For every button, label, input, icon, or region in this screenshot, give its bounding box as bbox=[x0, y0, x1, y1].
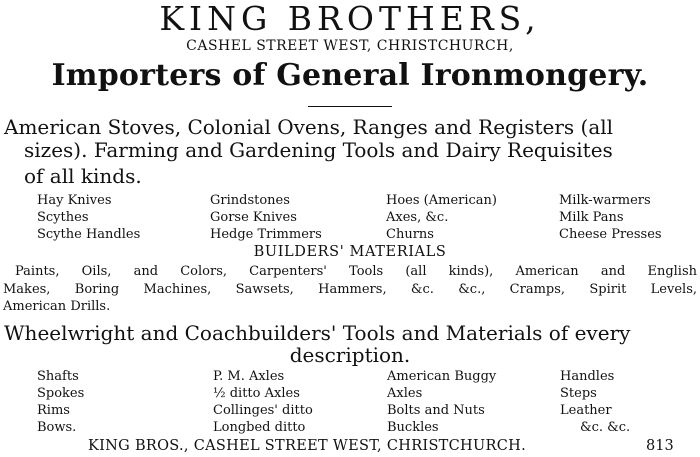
builders-heading: BUILDERS' MATERIALS bbox=[253, 244, 447, 260]
reference-number: 813 bbox=[646, 438, 674, 454]
list-item: Bolts and Nuts bbox=[387, 403, 485, 418]
list-item: Steps bbox=[560, 386, 597, 401]
list-item: Hedge Trimmers bbox=[210, 227, 322, 242]
list-item: Axles bbox=[387, 386, 423, 401]
builders-line-3: American Drills. bbox=[3, 299, 111, 314]
section1-line-1: American Stoves, Colonial Ovens, Ranges and Registers (all bbox=[4, 115, 614, 139]
section1-column-3 bbox=[386, 192, 497, 243]
list-item: Buckles bbox=[387, 420, 439, 435]
list-item: American Buggy bbox=[387, 369, 497, 384]
list-item: Hoes (American) bbox=[386, 193, 497, 208]
list-item: Longbed ditto bbox=[213, 420, 306, 435]
list-item: Grindstones bbox=[210, 193, 290, 208]
list-item: Axes, &c. bbox=[386, 210, 449, 225]
list-item: Shafts bbox=[37, 369, 79, 384]
section1-column-4 bbox=[559, 192, 662, 243]
list-item: Hay Knives bbox=[37, 193, 112, 208]
section2-column-2 bbox=[213, 368, 313, 436]
divider-rule bbox=[308, 106, 392, 107]
list-item: Milk-warmers bbox=[559, 193, 651, 208]
list-item: Churns bbox=[386, 227, 434, 242]
section1-column-1 bbox=[37, 192, 140, 243]
section2-column-3 bbox=[387, 368, 496, 436]
section1-line-2: sizes). Farming and Gardening Tools and Dairy Requisites bbox=[24, 138, 613, 162]
section2-line-2: description. bbox=[289, 343, 411, 367]
list-item: Scythes bbox=[37, 210, 89, 225]
advertiser-title: KING BROTHERS, bbox=[159, 0, 541, 38]
list-item: Spokes bbox=[37, 386, 85, 401]
builders-line-2: Makes, Boring Machines, Sawsets, Hammers, &c. &c., Cramps, Spirit Levels, bbox=[3, 282, 697, 297]
section2-line-1: Wheelwright and Coachbuilders' Tools and Materials of every bbox=[4, 321, 631, 345]
section2-column-4 bbox=[560, 368, 630, 436]
builders-line-1: Paints, Oils, and Colors, Carpenters' Tools (all kinds), American and English bbox=[15, 264, 697, 279]
section1-column-2 bbox=[210, 192, 322, 243]
footer-address: KING BROS., CASHEL STREET WEST, CHRISTCHURCH. bbox=[88, 438, 526, 454]
list-item: Rims bbox=[37, 403, 70, 418]
list-item: ½ ditto Axles bbox=[213, 386, 300, 401]
advertiser-address: CASHEL STREET WEST, CHRISTCHURCH, bbox=[186, 38, 514, 54]
list-item: Gorse Knives bbox=[210, 210, 297, 225]
list-item: Handles bbox=[560, 369, 615, 384]
tagline: Importers of General Ironmongery. bbox=[51, 58, 649, 93]
list-item: Milk Pans bbox=[559, 210, 624, 225]
list-item: P. M. Axles bbox=[213, 369, 285, 384]
list-item: Bows. bbox=[37, 420, 77, 435]
list-item: &c. &c. bbox=[580, 420, 631, 435]
section1-line-3: of all kinds. bbox=[24, 164, 142, 188]
list-item: Leather bbox=[560, 403, 612, 418]
list-item: Scythe Handles bbox=[37, 227, 141, 242]
list-item: Collinges' ditto bbox=[213, 403, 313, 418]
list-item: Cheese Presses bbox=[559, 227, 662, 242]
section2-column-1 bbox=[37, 368, 84, 436]
